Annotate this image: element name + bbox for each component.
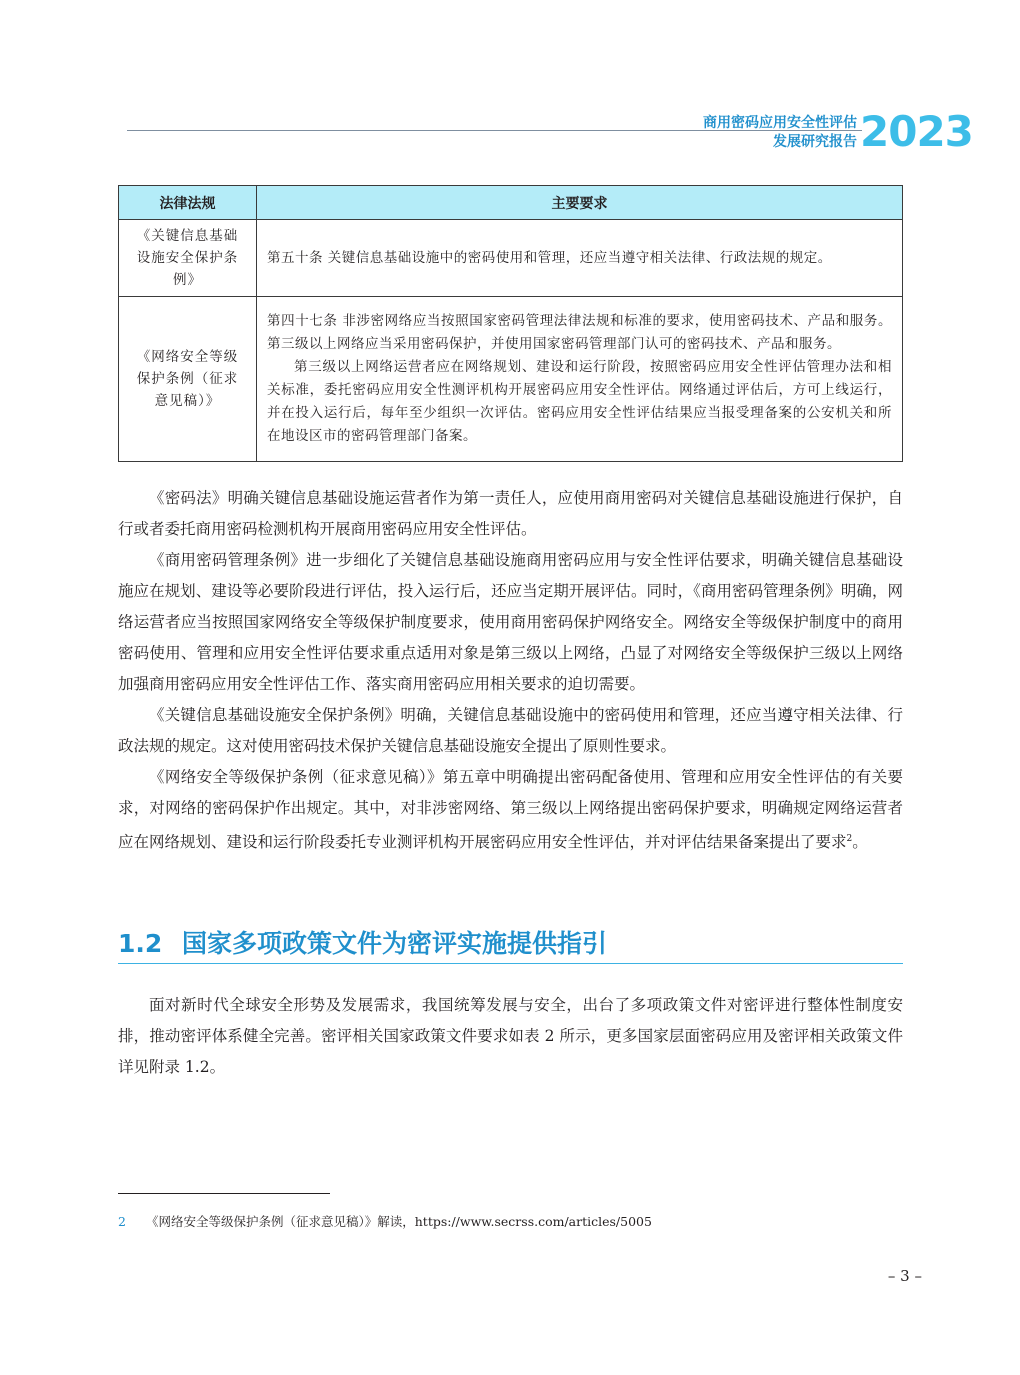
table-header-requirements: 主要要求 [257, 186, 903, 220]
requirement-paragraph: 第四十七条 非涉密网络应当按照国家密码管理法律法规和标准的要求，使用密码技术、产品和服务。第三级以上网络应当采用密码保护，并使用国家密码管理部门认可的密码技术、产品和服务。 [267, 313, 892, 352]
table-cell-requirement [257, 220, 903, 297]
table-header-row [119, 186, 903, 220]
requirement-paragraph: 第三级以上网络运营者应在网络规划、建设和运行阶段，按照密码应用安全性评估管理办法和相关标准，委托密码应用安全性测评机构开展密码应用安全性评估。网络通过评估后，方可上线运行，并在投入运行后，每年至少组织一次评估。密码应用安全性评估结果应当报受理备案的公安机关和所在地设区市的密码管理部门备案。 [267, 359, 892, 444]
table-cell-requirement [257, 297, 903, 462]
section-body [118, 990, 903, 1083]
header-title-line1: 商用密码应用安全性评估 [703, 115, 857, 131]
header-year: 2023 [860, 107, 973, 156]
table-row [119, 297, 903, 462]
footnote-text: 《网络安全等级保护条例（征求意见稿）》解读，https://www.secrss.com/articles/5005 [146, 1214, 652, 1229]
table-cell-law: 《网络安全等级保护条例（征求意见稿）》 [119, 297, 257, 462]
footnote-number: 2 [118, 1214, 126, 1229]
table-cell-law: 《关键信息基础设施安全保护条例》 [119, 220, 257, 297]
paragraph-end: 。 [852, 833, 868, 852]
law-table [118, 185, 903, 462]
body-paragraph [118, 762, 903, 858]
section-paragraph: 面对新时代全球安全形势及发展需求，我国统筹发展与安全，出台了多项政策文件对密评进行整体性制度安排，推动密评体系健全完善。密评相关国家政策文件要求如表 2 所示，更多国家层面密码应用及密评相关政策文件详见附录 1.2。 [118, 996, 903, 1076]
body-paragraph: 《商用密码管理条例》进一步细化了关键信息基础设施商用密码应用与安全性评估要求，明确关键信息基础设施应在规划、建设等必要阶段进行评估，投入运行后，还应当定期开展评估。同时，《商用密码管理条例》明确，网络运营者应当按照国家网络安全等级保护制度要求，使用商用密码保护网络安全。网络安全等级保护制度中的商用密码使用、管理和应用安全性评估要求重点适用对象是第三级以上网络，凸显了对网络安全等级保护三级以上网络加强商用密码应用安全性评估工作、落实商用密码应用相关要求的迫切需要。 [118, 551, 903, 693]
section-number: 1.2 [118, 929, 163, 958]
body-paragraphs [118, 483, 903, 858]
footnote-divider [118, 1193, 330, 1194]
page-number: – 3 – [887, 1267, 922, 1285]
table-header-law: 法律法规 [119, 186, 257, 220]
section-heading [118, 925, 903, 964]
header-title-line2: 发展研究报告 [773, 134, 857, 150]
footnote-reference[interactable]: 2 [846, 834, 853, 844]
table-row [119, 220, 903, 297]
section-title: 国家多项政策文件为密评实施提供指引 [182, 929, 608, 958]
header-title [703, 114, 857, 152]
body-paragraph: 《密码法》明确关键信息基础设施运营者作为第一责任人，应使用商用密码对关键信息基础设施进行保护，自行或者委托商用密码检测机构开展商用密码应用安全性评估。 [118, 489, 903, 538]
body-paragraph: 《关键信息基础设施安全保护条例》明确，关键信息基础设施中的密码使用和管理，还应当遵守相关法律、行政法规的规定。这对使用密码技术保护关键信息基础设施安全提出了原则性要求。 [118, 706, 903, 755]
body-paragraph-text: 《网络安全等级保护条例（征求意见稿）》第五章中明确提出密码配备使用、管理和应用安全性评估的有关要求，对网络的密码保护作出规定。其中，对非涉密网络、第三级以上网络提出密码保护要求，明确规定网络运营者应在网络规划、建设和运行阶段委托专业测评机构开展密码应用安全性评估，并对评估结果备案提出了要求 [118, 768, 903, 852]
footnote [118, 1212, 652, 1230]
requirement-paragraph: 第五十条 关键信息基础设施中的密码使用和管理，还应当遵守相关法律、行政法规的规定。 [267, 249, 832, 266]
